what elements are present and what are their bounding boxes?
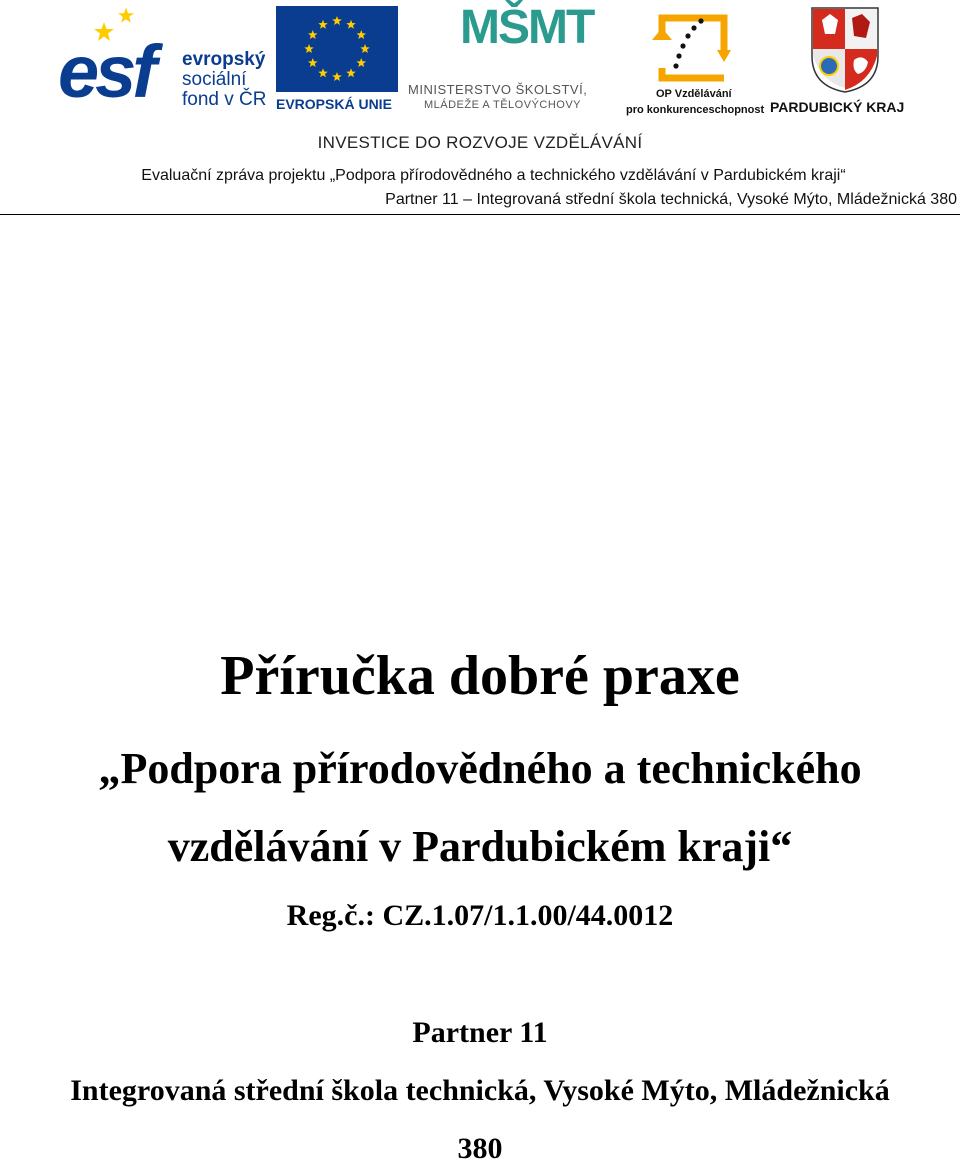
msmt-mark: MŠMT xyxy=(460,1,594,54)
eu-label: EVROPSKÁ UNIE xyxy=(276,96,392,112)
document-title: Příručka dobré praxe xyxy=(220,645,740,707)
document-subtitle-line2: vzdělávání v Pardubickém kraji“ xyxy=(167,822,793,871)
address-number: 380 xyxy=(457,1132,503,1165)
coat-of-arms-icon xyxy=(810,6,880,94)
pardubicky-kraj-logo xyxy=(768,6,918,118)
investice-tagline: INVESTICE DO ROZVOJE VZDĚLÁVÁNÍ xyxy=(317,133,643,152)
esf-mark: esf xyxy=(58,30,153,113)
op-name-line2: pro konkurenceschopnost xyxy=(626,104,765,116)
header-divider xyxy=(0,214,960,215)
header-line-2: Partner 11 – Integrovaná střední škola technická, Vysoké Mýto, Mládežnická 380 xyxy=(385,191,957,208)
msmt-name-line2: MLÁDEŽE A TĚLOVÝCHOVY xyxy=(424,99,582,111)
partner-label: Partner 11 xyxy=(412,1016,548,1049)
op-emblem-icon xyxy=(626,6,760,86)
pardubicky-kraj-label: PARDUBICKÝ KRAJ xyxy=(770,99,905,115)
logo-strip xyxy=(0,0,960,130)
op-name-line1: OP Vzdělávání xyxy=(656,88,732,100)
school-name: Integrovaná střední škola technická, Vysoké Mýto, Mládežnická xyxy=(70,1074,890,1107)
esf-name: evropský sociální fond v ČR xyxy=(182,49,267,110)
op-logo xyxy=(626,6,765,118)
header-line-1: Evaluační zpráva projektu „Podpora přírodovědného a technického vzdělávání v Pardubickém kraji“ xyxy=(141,167,846,184)
msmt-logo xyxy=(408,1,618,116)
document-subtitle-line1: „Podpora přírodovědného a technického xyxy=(98,744,862,793)
registration-number: Reg.č.: CZ.1.07/1.1.00/44.0012 xyxy=(286,899,674,932)
esf-logo xyxy=(58,6,270,116)
eu-logo xyxy=(276,6,398,118)
eu-flag-icon xyxy=(276,6,398,92)
msmt-name-line1: MINISTERSTVO ŠKOLSTVÍ, xyxy=(408,82,588,97)
